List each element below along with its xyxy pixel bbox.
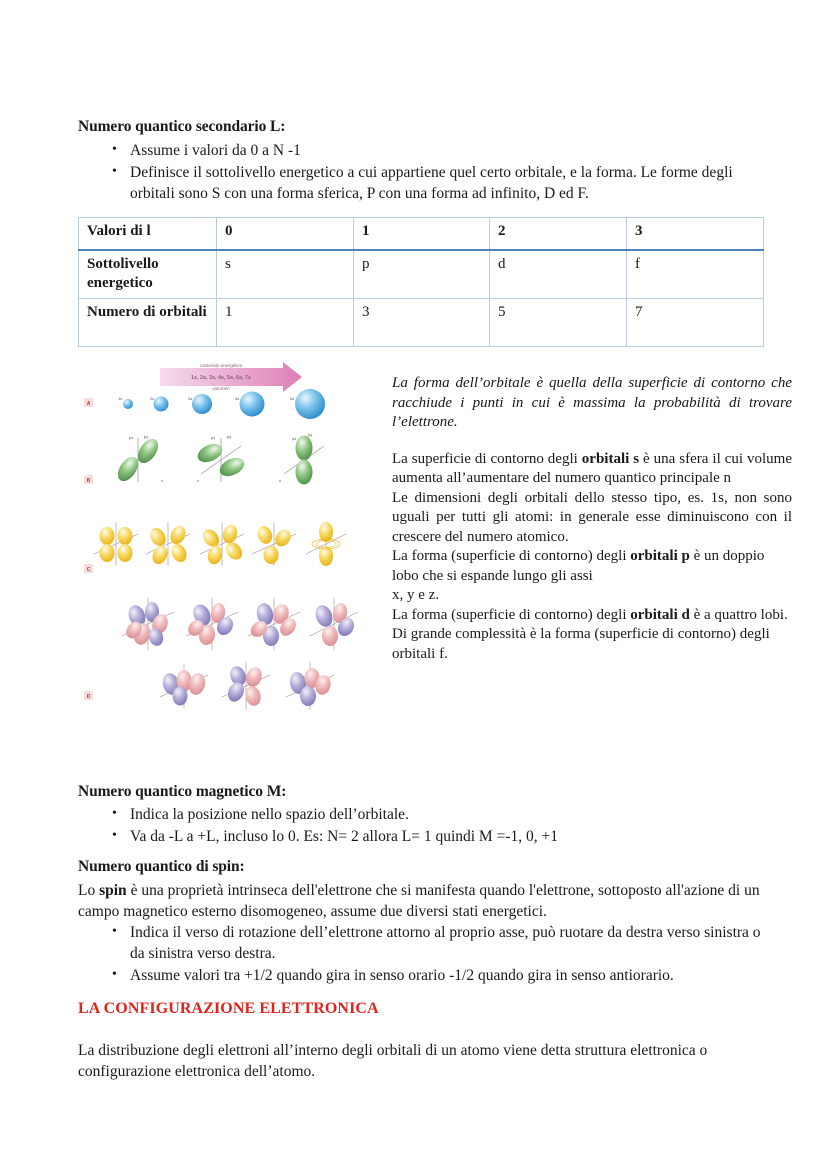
p-orbitals-row xyxy=(84,432,324,485)
f-orbitals-row-1 xyxy=(122,598,358,650)
heading-numero-quantico-secondario: Numero quantico secondario L: xyxy=(78,118,286,135)
text-segment: Di grande complessità è la forma (superficie di contorno) degli orbitali f. xyxy=(392,626,770,662)
svg-text:pz: pz xyxy=(129,435,134,440)
list-item: • Va da -L a +L, incluso lo 0. Es: N= 2 allora L= 1 quindi M =-1, 0, +1 xyxy=(78,826,768,847)
text-segment: La forma (superficie di contorno) degli xyxy=(392,548,631,564)
table-cell: p xyxy=(354,250,490,299)
svg-text:py: py xyxy=(308,432,313,437)
text-segment: La superficie di contorno degli xyxy=(392,450,582,467)
table-row xyxy=(79,299,764,347)
text-segment: è a quattro lobi. xyxy=(689,606,788,623)
assi-paragraph xyxy=(392,586,792,606)
text-segment: è un doppio lobo che si espande lungo gli assi xyxy=(392,548,765,584)
svg-text:py: py xyxy=(227,434,232,439)
orbital-shapes-figure xyxy=(78,356,378,724)
table-header-label: Valori di l xyxy=(79,218,217,251)
list-item: • Assume valori tra +1/2 quando gira in senso orario -1/2 quando gira in senso antiorario. xyxy=(78,965,768,986)
orbitali-d-paragraph xyxy=(392,606,792,626)
svg-text:volumen: volumen xyxy=(212,386,230,391)
energy-arrow-icon xyxy=(160,362,302,392)
svg-text:D: D xyxy=(86,694,91,700)
svg-text:C: C xyxy=(86,567,91,573)
svg-text:pz: pz xyxy=(211,435,216,440)
table-row xyxy=(79,250,764,299)
f-orbitals-row-2 xyxy=(84,662,334,710)
bullet-list-secondario xyxy=(78,140,768,205)
svg-text:4s: 4s xyxy=(235,396,240,401)
svg-text:1s: 1s xyxy=(118,396,123,401)
spin-intro-paragraph xyxy=(78,880,778,922)
bold-term: spin xyxy=(99,882,127,899)
svg-text:A: A xyxy=(86,401,91,407)
orbitali-s-paragraph xyxy=(392,450,792,489)
bold-term: orbitali s xyxy=(581,450,640,467)
list-item: • Assume i valori da 0 a N -1 xyxy=(78,140,768,161)
svg-text:contenido energético: contenido energético xyxy=(199,363,243,368)
table-cell: d xyxy=(490,250,627,299)
text-segment: è una proprietà intrinseca dell'elettrone che si manifesta quando l'elettrone, sottoposto all'azione di un campo magnetico esterno disomogeneo, assume due diversi stati energetici. xyxy=(78,882,760,920)
svg-text:pz: pz xyxy=(292,436,297,441)
svg-text:3s: 3s xyxy=(188,396,193,401)
orbitali-f-paragraph xyxy=(392,625,792,664)
configurazione-paragraph: La distribuzione degli elettroni all’interno degli orbitali di un atomo viene detta struttura elettronica o configurazione elettronica dell’atomo. xyxy=(78,1042,708,1080)
table-row-label: Numero di orbitali xyxy=(79,299,217,347)
list-item: • Definisce il sottolivello energetico a cui appartiene quel certo orbitale, e la forma. Le forme degli orbitali sono S con una forma sferica, P con una forma ad infinito, D ed F. xyxy=(78,162,768,204)
table-cell: 1 xyxy=(217,299,354,347)
heading-numero-quantico-spin: Numero quantico di spin: xyxy=(78,858,245,875)
bullet-list-magnetico xyxy=(78,804,768,848)
bold-term: orbitali p xyxy=(630,548,690,564)
heading-numero-quantico-magnetico: Numero quantico magnetico M: xyxy=(78,783,287,800)
svg-text:B: B xyxy=(86,478,91,484)
table-cell: 2 xyxy=(490,218,627,251)
list-item: • Indica il verso di rotazione dell’elettrone attorno al proprio asse, può ruotare da destra verso sinistra o da sinistra verso destra. xyxy=(78,922,768,964)
table-cell: 3 xyxy=(354,299,490,347)
svg-text:5s: 5s xyxy=(290,396,295,401)
table-cell: 0 xyxy=(217,218,354,251)
orbitali-p-paragraph xyxy=(392,547,792,586)
table-cell: 1 xyxy=(354,218,490,251)
text-segment: x, y e z. xyxy=(392,587,440,603)
table-row-label: Sottolivello energetico xyxy=(79,250,217,299)
d-orbitals-row xyxy=(84,522,346,573)
bold-term: orbitali d xyxy=(630,606,690,623)
table-row xyxy=(79,218,764,251)
figure-side-text xyxy=(392,374,792,664)
text-segment: è una sfera il cui volume aumenta all’aumentare del numero quantico principale n xyxy=(392,450,793,486)
heading-configurazione-elettronica: LA CONFIGURAZIONE ELETTRONICA xyxy=(78,1000,379,1017)
text-segment: La forma (superficie di contorno) degli xyxy=(392,606,631,623)
svg-text:x: x xyxy=(161,478,163,483)
text-segment: Le dimensioni degli orbitali dello stesso tipo, es. 1s, non sono uguali per tutti gli atomi: in generale esse diminuiscono con il crescere del numero atomico. xyxy=(392,489,792,545)
table-cell: 3 xyxy=(627,218,764,251)
s-orbitals-row xyxy=(84,389,325,419)
svg-text:2s: 2s xyxy=(150,396,155,401)
list-item: • Indica la posizione nello spazio dell’orbitale. xyxy=(78,804,768,825)
quantum-number-table xyxy=(78,217,764,347)
text-segment: Lo xyxy=(78,882,100,899)
dimensioni-paragraph xyxy=(392,489,792,548)
table-cell: f xyxy=(627,250,764,299)
svg-text:1s, 2s, 3s, 4s, 5s, 6s, 7s: 1s, 2s, 3s, 4s, 5s, 6s, 7s xyxy=(191,375,251,381)
table-cell: 7 xyxy=(627,299,764,347)
bullet-list-spin xyxy=(78,922,768,987)
svg-text:py: py xyxy=(144,434,149,439)
orbital-definition-italic: La forma dell’orbitale è quella della superficie di contorno che racchiude i punti in cui è massima la probabilità di trovare l’elettrone. xyxy=(392,375,792,430)
svg-text:x: x xyxy=(197,478,199,483)
table-cell: s xyxy=(217,250,354,299)
table-cell: 5 xyxy=(490,299,627,347)
svg-text:x: x xyxy=(279,478,281,483)
